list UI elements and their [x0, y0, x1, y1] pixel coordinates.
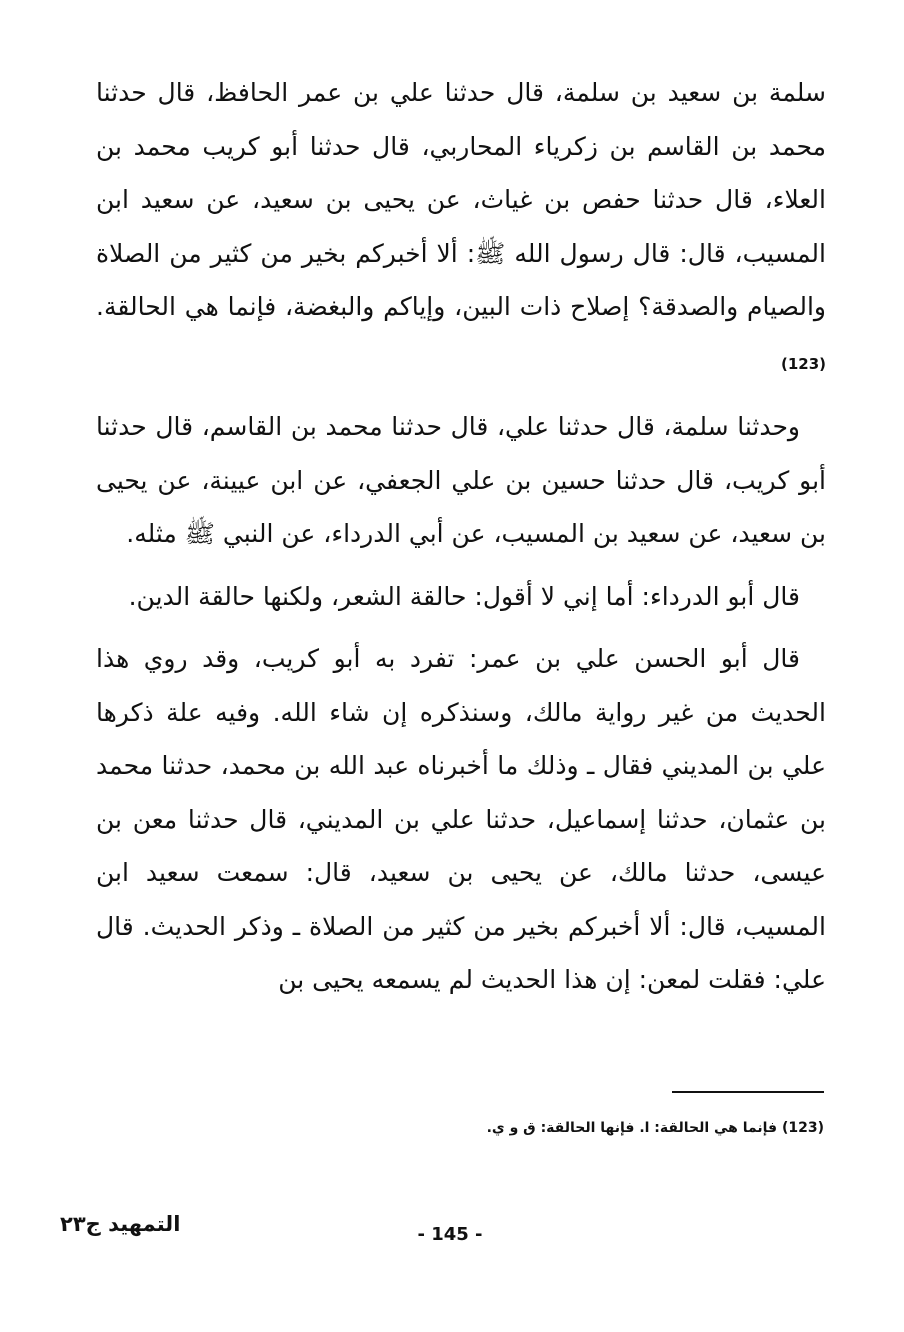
main-text: [96, 66, 826, 1016]
paragraph-2: وحدثنا سلمة، قال حدثنا علي، قال حدثنا محمد بن القاسم، قال حدثنا أبو كريب، قال حدثنا حسين بن علي الجعفي، عن ابن عيينة، عن يحيى بن سعيد، عن سعيد بن المسيب، عن أبي الدرداء، عن النبي ﷺ مثله.: [96, 412, 826, 548]
paragraph-1: [96, 66, 826, 391]
paragraph-1-text: سلمة بن سعيد بن سلمة، قال حدثنا علي بن عمر الحافظ، قال حدثنا محمد بن القاسم بن زكرياء المحاربي، قال حدثنا أبو كريب محمد بن العلاء، قال حدثنا حفص بن غياث، عن يحيى بن سعيد، عن سعيد ابن المسيب، قال: قال رسول الله ﷺ: ألا أخبركم بخير من كثير من الصلاة والصيام والصدقة؟ إصلاح ذات البين، وإياكم والبغضة، فإنما هي الحالقة.: [96, 78, 826, 321]
paragraph-3: قال أبو الدرداء: أما إني لا أقول: حالقة الشعر، ولكنها حالقة الدين.: [128, 581, 800, 611]
page-number: - 145 -: [417, 1224, 483, 1245]
paragraph-4: قال أبو الحسن علي بن عمر: تفرد به أبو كريب، وقد روي هذا الحديث من غير رواية مالك، وسنذكره إن شاء الله. وفيه علة ذكرها علي بن المديني فقال ـ وذلك ما أخبرناه عبد الله بن محمد، حدثنا محمد بن عثمان، حدثنا إسماعيل، حدثنا علي بن المديني، قال حدثنا معن بن عيسى، حدثنا مالك، عن يحيى بن سعيد، قال: سمعت سعيد ابن المسيب، قال: ألا أخبركم بخير من كثير من الصلاة ـ وذكر الحديث. قال علي: فقلت لمعن: إن هذا الحديث لم يسمعه يحيى بن: [96, 644, 826, 994]
footnote-ref: (123): [780, 354, 826, 373]
book-volume-tag: التمهيد ج٢٣: [60, 1212, 181, 1236]
footnote-separator: [672, 1091, 824, 1093]
footnote: (123) فإنما هي الحالقة: ا. فإنها الحالقة: ق و ي.: [486, 1120, 824, 1136]
